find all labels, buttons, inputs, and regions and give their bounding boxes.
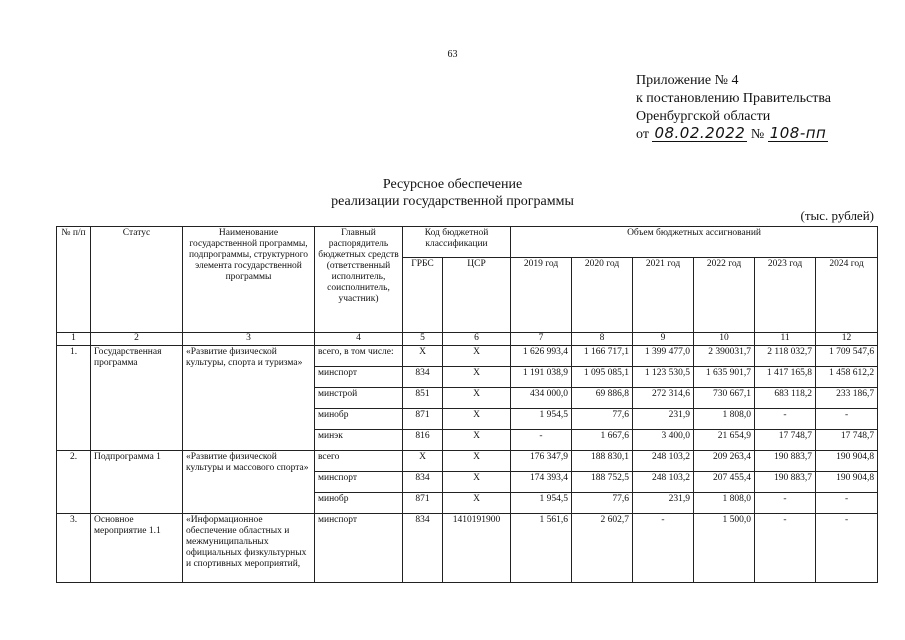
- row-csr: 1410191900: [443, 514, 511, 583]
- row-status: Государственная программа: [91, 346, 183, 451]
- appendix-line-3: Оренбургской области: [636, 109, 771, 124]
- row-value: -: [816, 514, 878, 583]
- row-value: 1 500,0: [694, 514, 755, 583]
- row-value: 1 123 530,5: [633, 367, 694, 388]
- row-value: 683 118,2: [755, 388, 816, 409]
- table-row: [57, 451, 878, 472]
- row-value: 2 390031,7: [694, 346, 755, 367]
- header-year: 2020 год: [572, 258, 633, 333]
- row-value: 1 191 038,9: [511, 367, 572, 388]
- row-value: 1 561,6: [511, 514, 572, 583]
- appendix-date-line: [636, 126, 831, 144]
- column-number: 7: [511, 333, 572, 346]
- row-manager: минспорт: [315, 514, 403, 583]
- row-manager: минэк: [315, 430, 403, 451]
- row-value: 272 314,6: [633, 388, 694, 409]
- row-manager: минспорт: [315, 367, 403, 388]
- column-number: 9: [633, 333, 694, 346]
- row-grbs: 834: [403, 472, 443, 493]
- document-title: [0, 176, 905, 210]
- row-value: 248 103,2: [633, 451, 694, 472]
- row-value: -: [816, 493, 878, 514]
- row-value: 176 347,9: [511, 451, 572, 472]
- handwritten-date: 08.02.2022: [654, 124, 746, 142]
- row-value: 69 886,8: [572, 388, 633, 409]
- row-value: 730 667,1: [694, 388, 755, 409]
- row-value: 207 455,4: [694, 472, 755, 493]
- row-value: 2 118 032,7: [755, 346, 816, 367]
- row-value: 231,9: [633, 493, 694, 514]
- row-value: 1 709 547,6: [816, 346, 878, 367]
- row-name: «Развитие физической культуры и массового спорта»: [183, 451, 315, 514]
- row-value: 1 954,5: [511, 493, 572, 514]
- handwritten-number: 108-пп: [769, 124, 827, 142]
- row-num: 3.: [57, 514, 91, 583]
- row-manager: минобр: [315, 409, 403, 430]
- row-value: 1 458 612,2: [816, 367, 878, 388]
- row-csr: Х: [443, 388, 511, 409]
- row-value: 248 103,2: [633, 472, 694, 493]
- header-year: 2021 год: [633, 258, 694, 333]
- row-csr: Х: [443, 367, 511, 388]
- column-number: 6: [443, 333, 511, 346]
- row-csr: Х: [443, 451, 511, 472]
- row-value: 1 808,0: [694, 493, 755, 514]
- row-value: 17 748,7: [755, 430, 816, 451]
- row-grbs: 851: [403, 388, 443, 409]
- column-number: 12: [816, 333, 878, 346]
- header-year: 2019 год: [511, 258, 572, 333]
- header-budget-group: Объем бюджетных ассигнований: [511, 227, 878, 258]
- header-num: № п/п: [57, 227, 91, 333]
- row-value: 190 883,7: [755, 451, 816, 472]
- column-number: 11: [755, 333, 816, 346]
- resource-table: [56, 226, 878, 583]
- row-value: 190 904,8: [816, 472, 878, 493]
- row-manager: минспорт: [315, 472, 403, 493]
- row-name: «Информационное обеспечение областных и межмуниципальных официальных физкультурных и спортивных мероприятий,: [183, 514, 315, 583]
- row-value: 21 654,9: [694, 430, 755, 451]
- header-name: Наименование государственной программы, подпрограммы, структурного элемента государственной программы: [183, 227, 315, 333]
- column-numbers-row: [57, 333, 878, 346]
- row-value: 174 393,4: [511, 472, 572, 493]
- column-number: 1: [57, 333, 91, 346]
- row-csr: Х: [443, 409, 511, 430]
- title-line-1: Ресурсное обеспечение: [382, 177, 523, 192]
- row-value: 3 400,0: [633, 430, 694, 451]
- from-prefix: от: [636, 127, 649, 142]
- row-value: 1 954,5: [511, 409, 572, 430]
- row-value: 1 417 165,8: [755, 367, 816, 388]
- row-manager: минобр: [315, 493, 403, 514]
- row-csr: Х: [443, 430, 511, 451]
- row-manager: минстрой: [315, 388, 403, 409]
- row-value: 1 635 901,7: [694, 367, 755, 388]
- row-value: 190 904,8: [816, 451, 878, 472]
- row-manager: всего, в том числе:: [315, 346, 403, 367]
- column-number: 4: [315, 333, 403, 346]
- appendix-line-2: к постановлению Правительства: [636, 91, 832, 106]
- row-num: 1.: [57, 346, 91, 451]
- row-value: -: [755, 514, 816, 583]
- row-name: «Развитие физической культуры, спорта и туризма»: [183, 346, 315, 451]
- appendix-header: [636, 72, 831, 144]
- row-value: -: [511, 430, 572, 451]
- row-value: 77,6: [572, 409, 633, 430]
- row-value: 17 748,7: [816, 430, 878, 451]
- row-grbs: 871: [403, 409, 443, 430]
- header-status: Статус: [91, 227, 183, 333]
- row-grbs: 871: [403, 493, 443, 514]
- row-csr: Х: [443, 493, 511, 514]
- row-grbs: 834: [403, 514, 443, 583]
- row-grbs: 834: [403, 367, 443, 388]
- row-value: 188 752,5: [572, 472, 633, 493]
- row-value: -: [633, 514, 694, 583]
- header-year: 2023 год: [755, 258, 816, 333]
- row-value: -: [755, 409, 816, 430]
- appendix-line-1: Приложение № 4: [636, 73, 739, 88]
- column-number: 2: [91, 333, 183, 346]
- row-csr: Х: [443, 346, 511, 367]
- row-value: 188 830,1: [572, 451, 633, 472]
- number-sign: №: [750, 127, 765, 142]
- column-number: 8: [572, 333, 633, 346]
- column-number: 5: [403, 333, 443, 346]
- row-status: Основное мероприятие 1.1: [91, 514, 183, 583]
- row-value: 209 263,4: [694, 451, 755, 472]
- row-value: 1 808,0: [694, 409, 755, 430]
- column-number: 3: [183, 333, 315, 346]
- row-value: 1 399 477,0: [633, 346, 694, 367]
- page-number: 63: [447, 49, 458, 60]
- row-csr: Х: [443, 472, 511, 493]
- row-value: 231,9: [633, 409, 694, 430]
- row-value: 77,6: [572, 493, 633, 514]
- row-value: 233 186,7: [816, 388, 878, 409]
- header-year: 2022 год: [694, 258, 755, 333]
- row-status: Подпрограмма 1: [91, 451, 183, 514]
- table-row: [57, 514, 878, 583]
- table-body: [57, 346, 878, 583]
- row-value: 2 602,7: [572, 514, 633, 583]
- row-value: 1 667,6: [572, 430, 633, 451]
- row-value: 1 166 717,1: [572, 346, 633, 367]
- row-manager: всего: [315, 451, 403, 472]
- header-year: 2024 год: [816, 258, 878, 333]
- column-number: 10: [694, 333, 755, 346]
- title-line-2: реализации государственной программы: [331, 194, 574, 209]
- row-value: 190 883,7: [755, 472, 816, 493]
- row-value: -: [755, 493, 816, 514]
- row-value: 434 000,0: [511, 388, 572, 409]
- row-value: 1 095 085,1: [572, 367, 633, 388]
- row-value: 1 626 993,4: [511, 346, 572, 367]
- row-num: 2.: [57, 451, 91, 514]
- row-grbs: 816: [403, 430, 443, 451]
- header-code-group: Код бюджетной классификации: [403, 227, 511, 258]
- table-row: [57, 346, 878, 367]
- row-grbs: Х: [403, 346, 443, 367]
- header-grbs: ГРБС: [403, 258, 443, 333]
- header-csr: ЦСР: [443, 258, 511, 333]
- header-manager: Главный распорядитель бюджетных средств (ответственный исполнитель, соисполнитель, участник): [315, 227, 403, 333]
- row-value: -: [816, 409, 878, 430]
- row-grbs: Х: [403, 451, 443, 472]
- units-label: (тыс. рублей): [800, 208, 874, 223]
